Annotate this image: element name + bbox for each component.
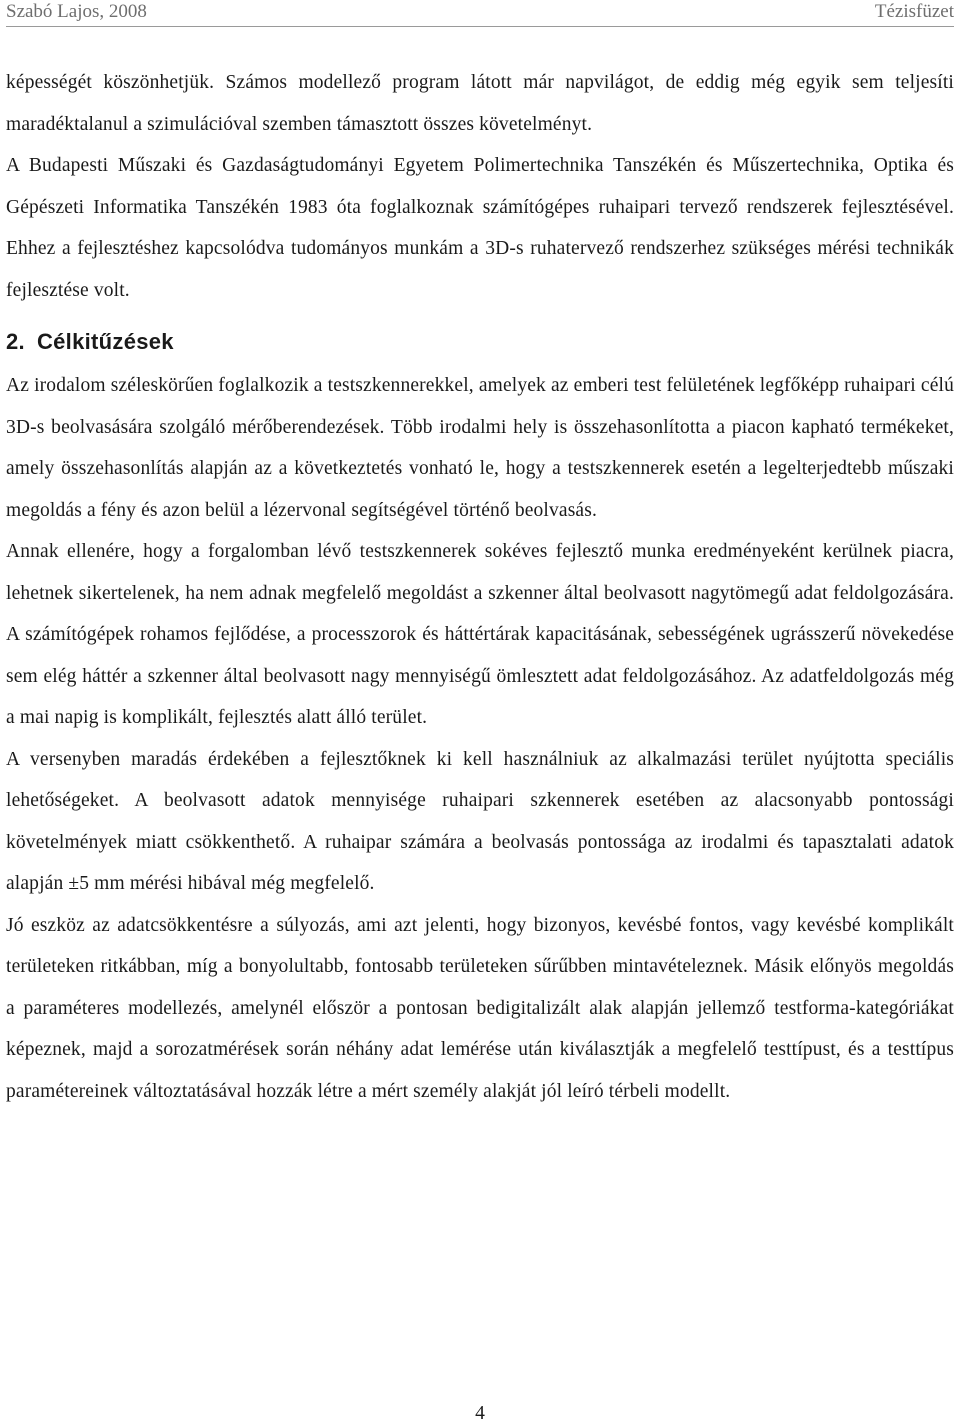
document-body: [6, 62, 954, 1112]
body-paragraph: Annak ellenére, hogy a forgalomban lévő testszkennerek sokéves fejlesztő munka eredményeként kerülnek piacra, lehetnek sikertelenek, ha nem adnak megfelelő megoldást a szkenner által beolvasott nagytömegű adat feldolgozására. A számítógépek rohamos fejlődése, a processzorok és háttértárak kapacitásának, sebességének ugrásszerű növekedése sem elég háttér a szkenner által beolvasott nagy mennyiségű ömlesztett adat feldolgozásához. Az adatfeldolgozás még a mai napig is komplikált, fejlesztés alatt álló terület.: [6, 541, 954, 728]
page-header: [6, 0, 954, 27]
body-paragraph: képességét köszönhetjük. Számos modellező program látott már napvilágot, de eddig még egyik sem teljesíti maradéktalanul a szimulációval szemben támasztott összes követelményt.: [6, 72, 954, 135]
section-title: Célkitűzések: [36, 329, 174, 354]
page-footer: [0, 1402, 960, 1426]
body-paragraph: A versenyben maradás érdekében a fejlesztőknek ki kell használniuk az alkalmazási terület nyújtotta speciális lehetőségeket. A beolvasott adatok mennyisége ruhaipari szkennerek esetében az alacsonyabb pontossági követelmények miatt csökkenthető. A ruhaipar számára a beolvasás pontossága az irodalmi és tapasztalati adatok alapján ±5 mm mérési hibával még megfelelő.: [6, 748, 954, 894]
body-paragraph: Jó eszköz az adatcsökkentésre a súlyozás, ami azt jelenti, hogy bizonyos, kevésbé fontos, vagy kevésbé komplikált területeken ritkábban, míg a bonyolultabb, fontosabb területeken sűrűbben mintavételeznek. Másik előnyös megoldás a paraméteres modellezés, amelynél először a pontosan bedigitalizált alak alapján jellemző testforma-kategóriákat képeznek, majd a sorozatmérések során néhány adat lemérése után kiválasztják a megfelelő testtípust, és a testtípus paramétereinek változtatásával hozzák létre a mért személy alakját jól leíró térbeli modellt.: [6, 914, 954, 1102]
body-paragraph: Az irodalom széleskörűen foglalkozik a testszkennerekkel, amelyek az emberi test felületének legfőképp ruhaipari célú 3D-s beolvasására szolgáló mérőberendezések. Több irodalmi hely is összehasonlította a piacon kapható termékeket, amely összehasonlítás alapján az a következtetés vonható le, hogy a testszkennerek esetén a legelterjedtebb műszaki megoldás a fény és azon belül a lézervonal segítségével történő beolvasás.: [6, 375, 954, 521]
body-paragraph: A Budapesti Műszaki és Gazdaságtudományi Egyetem Polimertechnika Tanszékén és Műszertechnika, Optika és Gépészeti Informatika Tanszékén 1983 óta foglalkoznak számítógépes ruhaipari tervező rendszerek fejlesztésével. Ehhez a fejlesztéshez kapcsolódva tudományos munkám a 3D-s ruhatervező rendszerhez szükséges mérési technikák fejlesztése volt.: [6, 155, 954, 301]
section-heading: [6, 311, 954, 365]
page-number: 4: [475, 1403, 485, 1424]
section-number: 2.: [6, 329, 25, 354]
header-document-title: Tézisfüzet: [874, 1, 954, 22]
header-author-year: Szabó Lajos, 2008: [6, 1, 147, 22]
